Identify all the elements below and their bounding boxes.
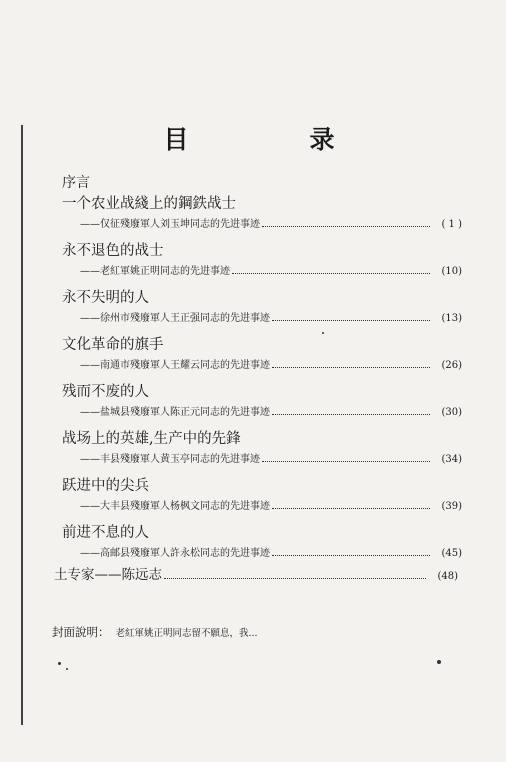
toc-page-number: (34) <box>441 454 462 465</box>
toc-entry-subtitle: ——大丰县殘廢軍人杨枫文同志的先进事迹 <box>80 501 270 512</box>
toc-entry-title: 跃进中的尖兵 <box>62 478 149 494</box>
cover-note-text: 老紅軍姚正明同志留不願息，我... <box>115 628 258 639</box>
toc-entry <box>62 381 462 428</box>
toc-page-number: (10) <box>441 266 462 277</box>
toc-entry-title: 一个农业战綫上的鋼鉄战士 <box>62 196 236 212</box>
dot-leader <box>272 414 430 415</box>
toc-entry-title: 残而不废的人 <box>62 384 149 400</box>
toc-page-number: (30) <box>441 407 462 418</box>
toc-entry-title: 文化革命的旗手 <box>62 337 164 353</box>
scan-speck <box>322 332 324 334</box>
toc-entry-subtitle-row <box>62 450 462 470</box>
toc-entry-subtitle-row <box>62 309 462 329</box>
dot-leader <box>272 367 430 368</box>
toc-entry-subtitle: ——南通市殘廢軍人王耀云同志的先进事迹 <box>80 360 270 371</box>
dot-leader <box>262 226 430 227</box>
scan-speck <box>437 660 441 664</box>
toc-entry-subtitle: ——仅征殘廢軍人刘玉坤同志的先进事迹 <box>80 219 260 230</box>
dot-leader <box>164 578 426 579</box>
toc-entry <box>62 193 462 240</box>
toc-page-number: (26) <box>441 360 462 371</box>
toc-entry <box>62 240 462 287</box>
page-title: 目 录 <box>163 125 383 154</box>
binding-margin-line <box>21 125 23 725</box>
toc-page-number: (13) <box>441 313 462 324</box>
dot-leader <box>262 461 430 462</box>
toc-entry-subtitle-row <box>62 497 462 517</box>
toc-entry-subtitle: ——老紅軍姚正明同志的先进事迹 <box>80 266 230 277</box>
scan-speck <box>66 668 68 670</box>
toc-entry-title: 土专家——陈远志 <box>54 567 162 583</box>
dot-leader <box>272 320 430 321</box>
toc-entry-subtitle: ——徐州市殘廢軍人王正强同志的先进事迹 <box>80 313 270 324</box>
toc-page-number: (39) <box>441 501 462 512</box>
toc-entry-title: 永不失明的人 <box>62 290 149 306</box>
cover-note <box>52 624 258 640</box>
toc-entry-title: 战场上的英雄,生产中的先鋒 <box>62 431 241 447</box>
scan-speck <box>58 662 61 665</box>
toc-page-number: ( 1 ) <box>441 219 462 230</box>
toc-entry-single-line <box>54 563 458 584</box>
cover-note-label: 封面說明： <box>52 625 110 639</box>
toc-entry <box>62 475 462 522</box>
toc-entry-subtitle-row <box>62 403 462 423</box>
toc-entry <box>62 334 462 381</box>
toc-list <box>62 193 462 569</box>
toc-entry-subtitle: ——高邮县殘廢軍人許永松同志的先进事迹 <box>80 548 270 559</box>
toc-entry-subtitle-row <box>62 215 462 235</box>
dot-leader <box>272 508 430 509</box>
toc-entry-subtitle-row <box>62 262 462 282</box>
toc-entry <box>62 428 462 475</box>
toc-entry-subtitle-row <box>62 544 462 564</box>
toc-entry-title: 前进不息的人 <box>62 525 149 541</box>
toc-page-number: (48) <box>437 571 458 582</box>
toc-entry <box>62 287 462 334</box>
toc-entry-title: 永不退色的战士 <box>62 243 164 259</box>
toc-entry-subtitle-row <box>62 356 462 376</box>
toc-entry-subtitle: ——丰县殘廢軍人黄玉亭同志的先进事迹 <box>80 454 260 465</box>
dot-leader <box>272 555 430 556</box>
toc-preface: 序言 <box>62 175 90 191</box>
toc-entry-subtitle: ——盐城县殘廢軍人陈正元同志的先进事迹 <box>80 407 270 418</box>
toc-page-number: (45) <box>441 548 462 559</box>
toc-entry <box>62 522 462 569</box>
dot-leader <box>232 273 430 274</box>
